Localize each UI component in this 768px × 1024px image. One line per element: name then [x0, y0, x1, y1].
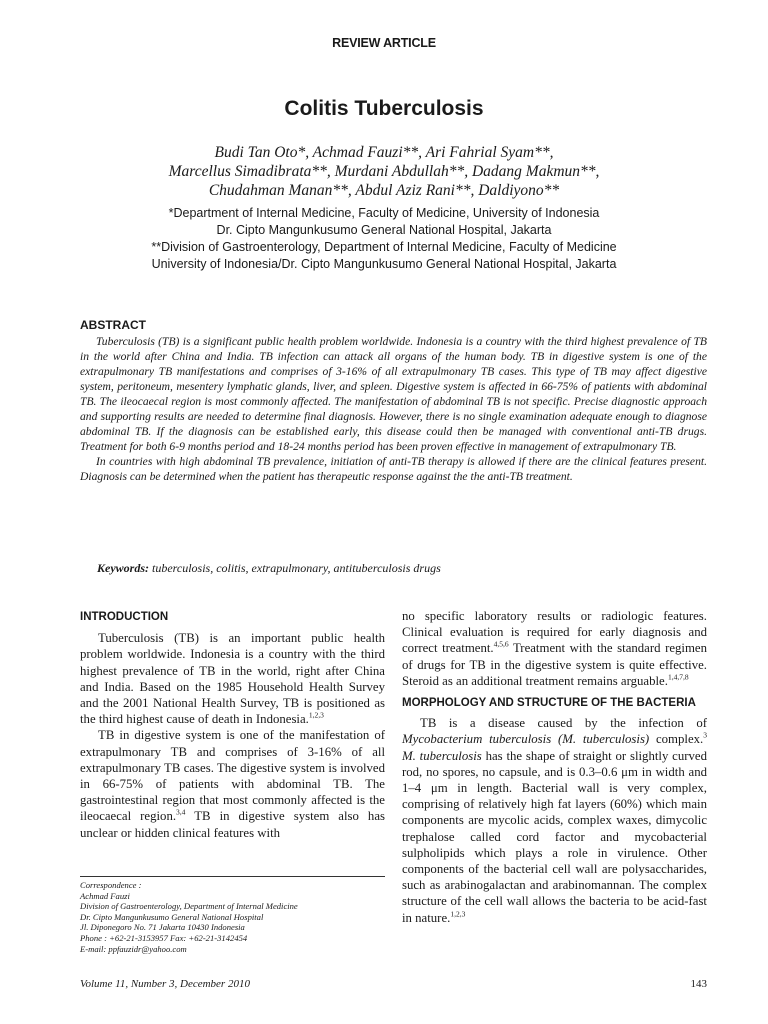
morphology-heading: MORPHOLOGY AND STRUCTURE OF THE BACTERIA: [402, 697, 696, 710]
abstract-paragraph: In countries with high abdominal TB prevalence, initiation of anti-TB therapy is allowed if there are the clinical features present. Diagnosis can be determined when the patient has therapeutic response against the the anti-TB treatment.: [80, 455, 707, 483]
page-number: 143: [690, 978, 707, 990]
intro-text: no specific laboratory results or radiologic features. Clinical evaluation is required for early diagnosis and correct treatment.: [402, 609, 707, 656]
keywords-label: Keywords:: [97, 561, 149, 575]
author-list: [0, 143, 768, 200]
correspondence-line: Jl. Diponegoro No. 71 Jakarta 10430 Indonesia: [80, 922, 245, 933]
morphology-text: TB is a disease caused by the infection of: [420, 716, 707, 731]
intro-paragraph: [80, 727, 385, 840]
correspondence-line: Division of Gastroenterology, Department of Internal Medicine: [80, 901, 298, 912]
footer-volume: Volume 11, Number 3, December 2010: [80, 978, 250, 990]
intro-text: TB in digestive system also has unclear or hidden clinical features with: [80, 809, 385, 840]
correspondence-line: Dr. Cipto Mangunkusumo General National Hospital: [80, 911, 264, 922]
article-title: Colitis Tuberculosis: [284, 97, 484, 120]
morphology-text: has the shape of straight or slightly curved rod, no spores, no capsule, and is 0.3–0.6 μm in width and 1–4 μm in length. Bacterial wall is very complex, comprising of relatively high fat layers (60%) which main components are mycolic acids, complex waxes, dimycolic trephalose called cord factor and mycobacterial sulpholipids which plays a role in virulence. Other components of the bacterial cell wall are polysaccharides, such as arabinogalactan and arabinomannan. The complex structure of the cell wall allows the bacteria to be acid-fast in nature.: [402, 748, 707, 925]
citation-ref: 3: [703, 731, 707, 741]
correspondence-box: [80, 876, 385, 954]
intro-text: Treatment with the standard regimen of drugs for TB in the digestive system is quite effective. Steroid as an additional treatment remains arguable.: [402, 641, 708, 688]
abstract-heading: ABSTRACT: [80, 318, 146, 332]
author-line: Budi Tan Oto*, Achmad Fauzi**, Ari Fahrial Syam**,: [214, 144, 554, 161]
affiliations: [0, 205, 768, 273]
correspondence-line: E-mail: ppfauzidr@yahoo.com: [80, 943, 187, 954]
intro-text: TB in digestive system is one of the manifestation of extrapulmonary TB and comprises of 3-16% of all extrapulmonary TB cases. The digestive system is involved in 66-75% of patients with abdominal TB. The gastrointestinal region that most commonly affected is the ileocaecal region.: [80, 728, 385, 824]
affiliation-line: University of Indonesia/Dr. Cipto Mangunkusumo General National Hospital, Jakarta: [151, 257, 617, 271]
organism-name: M. tuberculosis: [402, 748, 482, 763]
citation-ref: 1,2,3: [450, 909, 466, 919]
affiliation-line: Dr. Cipto Mangunkusumo General National Hospital, Jakarta: [216, 223, 552, 237]
citation-ref: 3,4: [176, 808, 186, 818]
abstract-paragraph: Tuberculosis (TB) is a significant public health problem worldwide. Indonesia is a country with the third highest prevalence of TB in the world after China and India. TB infection can attack all organs of the human body. TB in digestive system is one of the extrapulmonary TB manifestations and comprises of 3-16% of all extrapulmonary TB cases. This type of TB may affect digestive system, peritoneum, mesentery lymphatic glands, liver, and spleen. Digestive system is affected in 66-75% of patients with abdominal TB. The ileocaecal region is most commonly affected. The manifestation of abdominal TB is not specific. Precise diagnostic approach and supporting results are needed to determine final diagnosis. However, there is no single examination adequate enough to diagnose abdominal TB. If the diagnosis can be established early, this disease could then be managed with conventional anti-TB drugs. Treatment for both 6-9 months period and 18-24 months period has been proven effective in management of extrapulmonary TB.: [80, 335, 707, 453]
keywords-text: tuberculosis, colitis, extrapulmonary, antituberculosis drugs: [152, 561, 441, 575]
abstract-body: [80, 334, 707, 484]
morphology-text: complex.: [649, 732, 704, 747]
intro-continuation: [402, 608, 707, 689]
correspondence-line: Achmad Fauzi: [80, 890, 130, 901]
introduction-heading: INTRODUCTION: [80, 611, 169, 623]
section-label: REVIEW ARTICLE: [332, 36, 436, 50]
author-line: Marcellus Simadibrata**, Murdani Abdullah**, Dadang Makmun**,: [168, 163, 600, 180]
correspondence-line: Correspondence :: [80, 880, 142, 890]
citation-ref: 1,4,7,8: [667, 672, 689, 682]
left-column: [80, 609, 385, 841]
author-line: Chudahman Manan**, Abdul Aziz Rani**, Daldiyono**: [208, 182, 560, 199]
affiliation-line: *Department of Internal Medicine, Faculty of Medicine, University of Indonesia: [168, 206, 600, 220]
correspondence-line: Phone : +62-21-3153957 Fax: +62-21-3142454: [80, 932, 248, 943]
affiliation-line: **Division of Gastroenterology, Department of Internal Medicine, Faculty of Medicine: [151, 240, 617, 254]
organism-name: Mycobacterium tuberculosis (M. tuberculosis): [402, 732, 650, 747]
morphology-paragraph: [402, 715, 707, 926]
citation-ref: 4,5,6: [493, 640, 509, 650]
intro-text: Tuberculosis (TB) is an important public health problem worldwide. Indonesia is a country with the third highest prevalence of TB in the world, right after China and India. Based on the 1985 Household Health Survey and the 2001 National Health Survey, TB is positioned as the third highest cause of death in Indonesia.: [80, 631, 385, 727]
intro-paragraph: [80, 630, 385, 727]
citation-ref: 1,2,3: [308, 710, 324, 720]
keywords: [97, 561, 441, 576]
right-column: [402, 608, 707, 926]
